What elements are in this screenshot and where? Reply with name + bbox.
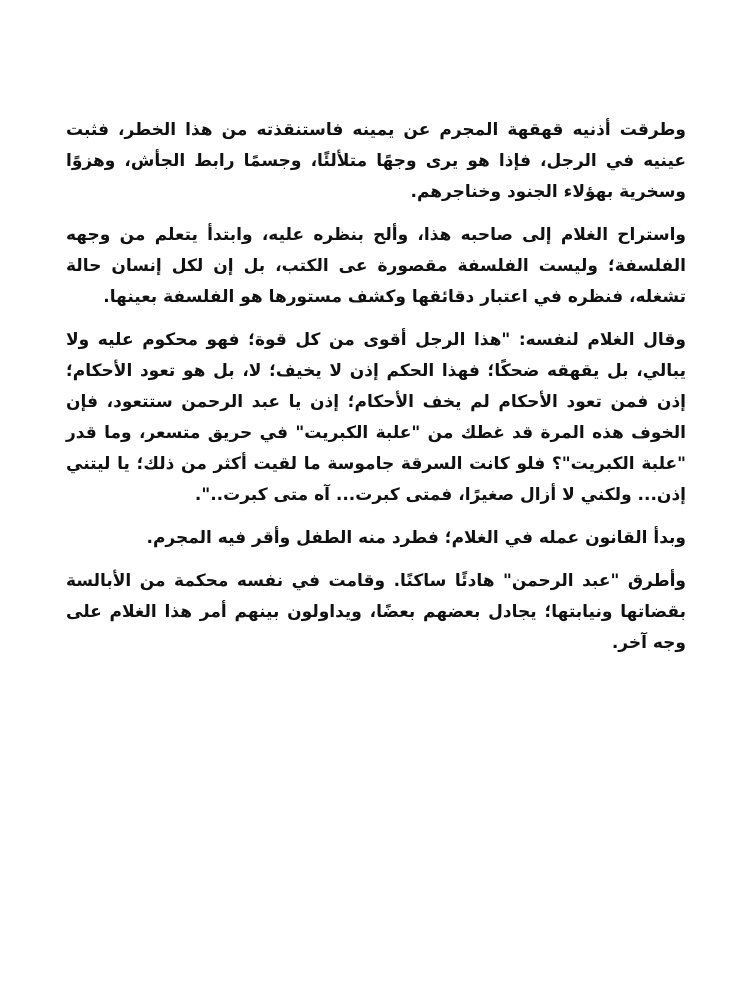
paragraph-5: وأطرق "عبد الرحمن" هادئًا ساكنًا. وقامت في نفسه محكمة من الأبالسة بقضاتها ونيابتها؛ يجادل بعضهم بعضًا، ويداولون بينهم أمر هذا الغلام على وجه آخر. xyxy=(66,571,686,653)
paragraph-1: وطرقت أذنيه قهقهة المجرم عن يمينه فاستنقذته من هذا الخطر، فثبت عينيه في الرجل، فإذا هو يرى وجهًا متلألئًا، وجسمًا رابط الجأش، وهزوًا وسخرية بهؤلاء الجنود وخناجرهم. xyxy=(66,120,686,202)
paragraph-2: واستراح الغلام إلى صاحبه هذا، وألح بنظره عليه، وابتدأ يتعلم من وجهه الفلسفة؛ وليست الفلسفة مقصورة عى الكتب، بل إن لكل إنسان حالة تشغله، فنظره في اعتبار دقائقها وكشف مستورها هو الفلسفة بعينها. xyxy=(66,225,686,307)
paragraph-4: وبدأ القانون عمله في الغلام؛ فطرد منه الطفل وأقر فيه المجرم. xyxy=(146,528,686,548)
document-page xyxy=(66,115,686,671)
paragraph-3: وقال الغلام لنفسه: "هذا الرجل أقوى من كل قوة؛ فهو محكوم عليه ولا يبالي، بل يقهقه ضحكًا؛ فهذا الحكم إذن لا يخيف؛ لا، بل هو تعود الأحكام؛ إذن فمن تعود الأحكام لم يخف الأحكام؛ إذن يا عبد الرحمن ستتعود، فإن الخوف هذه المرة قد غطك من "علبة الكبريت" في حريق متسعر، وما قدر "علبة الكبريت"؟ فلو كانت السرقة جاموسة ما لقيت أكثر من ذلك؛ يا ليتني إذن... ولكني لا أزال صغيرًا، فمتى كبرت... آه متى كبرت..". xyxy=(66,330,686,505)
